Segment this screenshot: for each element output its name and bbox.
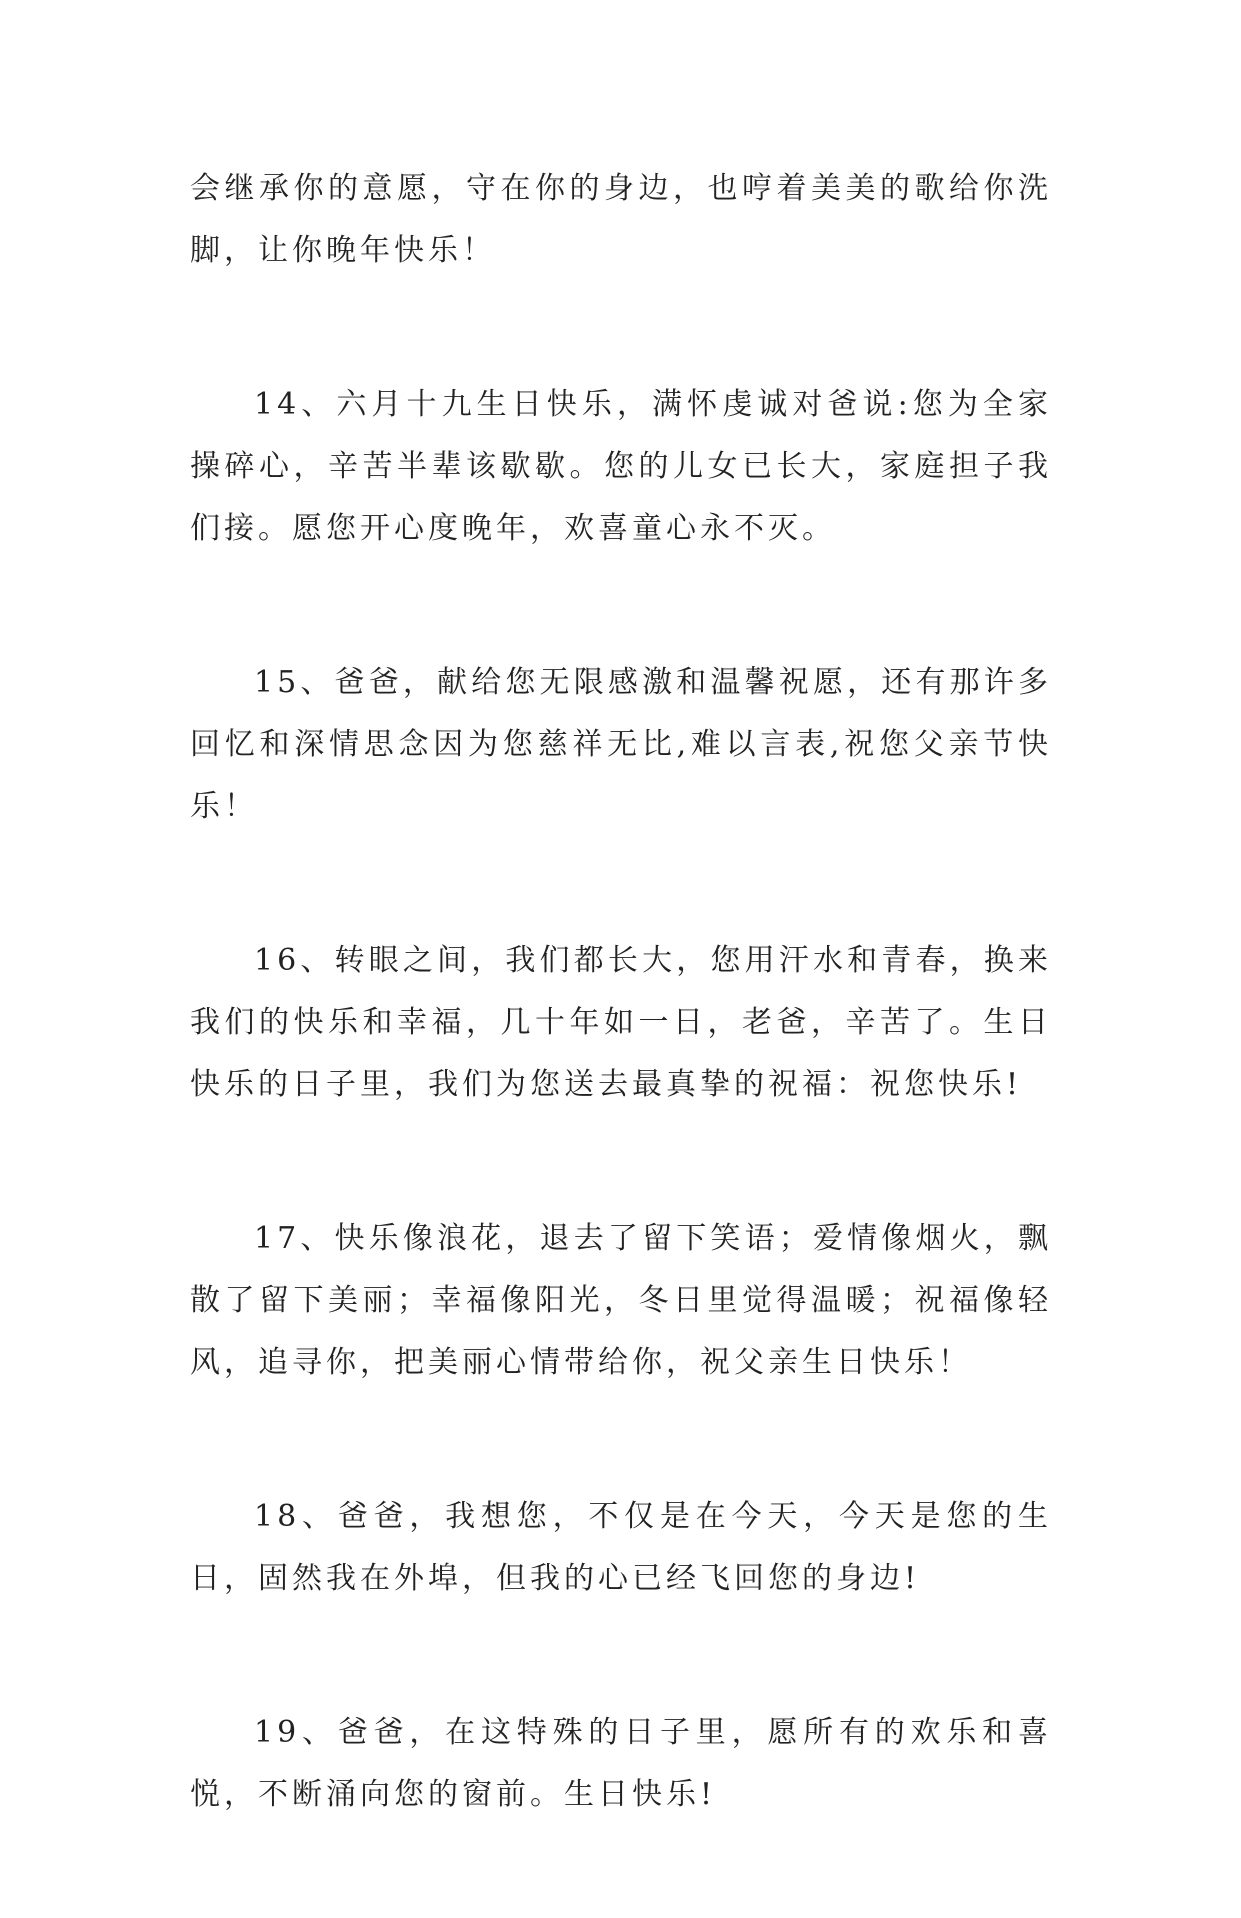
paragraph-17: 17、快乐像浪花，退去了留下笑语；爱情像烟火，飘散了留下美丽；幸福像阳光，冬日里觉得温暖；祝福像轻风，追寻你，把美丽心情带给你，祝父亲生日快乐！ xyxy=(190,1221,1052,1380)
paragraph-13-continued: 会继承你的意愿，守在你的身边，也哼着美美的歌给你洗脚，让你晚年快乐！ xyxy=(190,171,1052,268)
paragraph-18: 18、爸爸，我想您，不仅是在今天，今天是您的生日，固然我在外埠，但我的心已经飞回您的身边! xyxy=(190,1499,1052,1596)
document-body xyxy=(190,158,1052,1918)
paragraph-16: 16、转眼之间，我们都长大，您用汗水和青春，换来我们的快乐和幸福，几十年如一日，老爸，辛苦了。生日快乐的日子里，我们为您送去最真挚的祝福：祝您快乐! xyxy=(190,943,1052,1102)
paragraph-19: 19、爸爸，在这特殊的日子里，愿所有的欢乐和喜悦，不断涌向您的窗前。生日快乐! xyxy=(190,1715,1052,1812)
paragraph-15: 15、爸爸，献给您无限感激和温馨祝愿，还有那许多回忆和深情思念因为您慈祥无比,难以言表,祝您父亲节快乐！ xyxy=(190,665,1052,824)
paragraph-14: 14、六月十九生日快乐，满怀虔诚对爸说:您为全家操碎心，辛苦半辈该歇歇。您的儿女已长大，家庭担子我们接。愿您开心度晚年，欢喜童心永不灭。 xyxy=(190,387,1052,546)
